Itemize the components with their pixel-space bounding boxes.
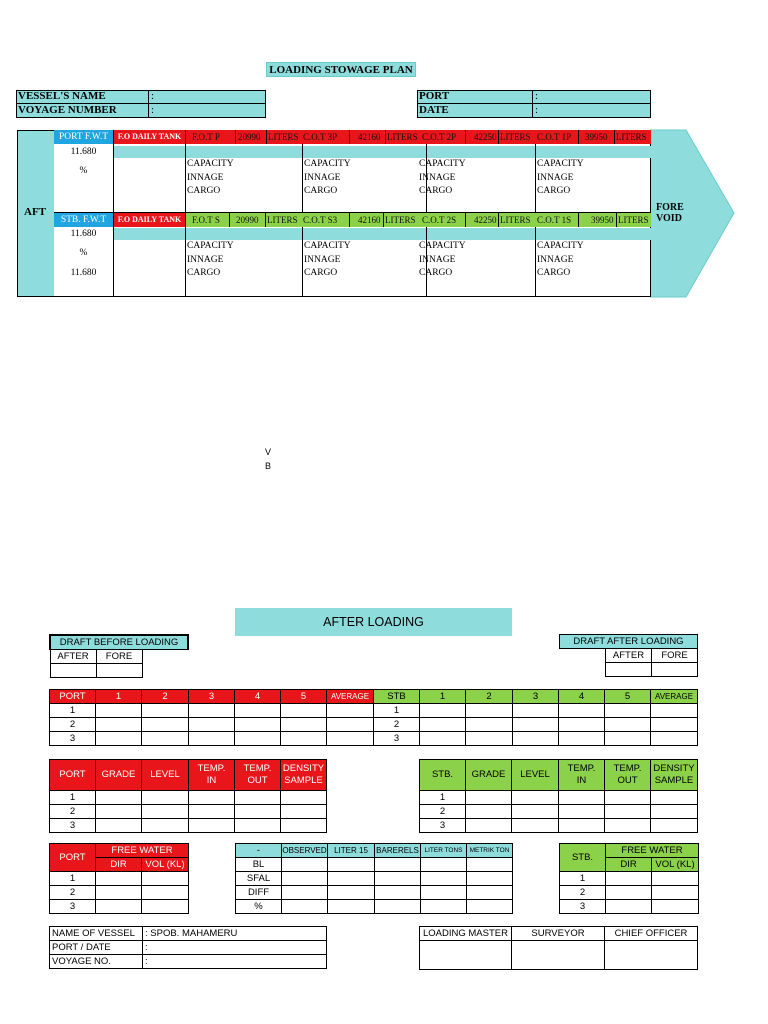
text-label: CARGO [419,186,453,196]
table-header-cell: VOYAGE NO. [50,955,143,969]
table-cell[interactable] [559,791,605,805]
table-header-cell: PORT [50,690,96,704]
port-tanks-header [186,130,651,144]
text-label: CAPACITY [304,241,351,251]
text-label: CAPACITY [187,159,234,169]
text-label: INNAGE [187,172,224,183]
table-header-cell: 1 [420,791,466,805]
text-label: LITERS [500,132,531,142]
table-cell[interactable] [235,805,281,819]
level-readings-table [49,689,698,746]
table-header-cell: TEMP. IN [559,760,605,791]
date-label: DATE [419,104,449,116]
table-cell[interactable] [512,805,559,819]
table-cell[interactable] [142,900,189,914]
table-cell[interactable] [281,819,327,833]
table-cell[interactable] [467,872,513,886]
table-header-cell: 1 [50,872,96,886]
table-cell[interactable] [466,718,513,732]
loading-master-label: LOADING MASTER [420,927,512,941]
table-header-cell: 1 [560,872,606,886]
stb-fo-daily-tank: F.O DAILY TANK [114,213,185,227]
table-cell[interactable] [328,858,375,872]
table-cell[interactable] [560,663,606,677]
table-cell[interactable] [142,805,189,819]
table-header-cell: PORT [50,844,96,872]
table-cell[interactable] [513,718,559,732]
text-label: C.O.T 1P [537,132,572,142]
text-label: C.O.T 3P [303,132,338,142]
table-header-cell: 4 [235,690,281,704]
table-header-cell: TEMP. IN [189,760,235,791]
port-fwt-percent: % [79,166,88,176]
table-cell[interactable] [466,704,513,718]
table-header-cell: 5 [605,690,651,704]
table-header-cell: DIR [96,858,142,872]
port-tank-labels-2 [304,158,351,199]
port-fo-daily-tank: F.O DAILY TANK [114,130,185,144]
table-header-cell: 2 [50,718,96,732]
text-label: LITERS [267,215,298,225]
table-cell[interactable] [512,941,605,970]
text-label: F.O.T S [192,215,220,225]
table-cell[interactable] [142,664,188,678]
table-cell[interactable] [605,819,651,833]
table-cell[interactable] [375,886,421,900]
text-label: INNAGE [537,172,574,183]
table-header-cell: VOL (KL) [142,858,189,872]
table-header-cell: - [236,844,282,858]
table-cell[interactable] [513,704,559,718]
aft-label: AFT [24,206,46,218]
text-label: CAPACITY [187,241,234,251]
stb-fwt-value-bottom: 11.680 [70,268,97,278]
text-label: CARGO [304,268,338,278]
table-cell[interactable] [96,732,142,746]
table-cell[interactable] [50,664,96,678]
stb-tank-labels-3 [419,240,466,281]
table-header-cell: 3 [50,819,96,833]
page-title: LOADING STOWAGE PLAN [266,62,416,77]
table-cell[interactable] [651,791,698,805]
table-cell[interactable] [96,819,142,833]
text-label: 39950 [578,213,614,227]
table-cell[interactable] [375,872,421,886]
table-cell[interactable] [651,704,698,718]
table-header-cell: 3 [420,819,466,833]
table-header-cell: FREE WATER [606,844,699,858]
table-cell[interactable] [142,791,189,805]
table-header-cell: AFTER [50,650,96,664]
port-tank-labels-1 [187,158,234,199]
vessel-name-label: VESSEL'S NAME [18,90,106,102]
table-cell[interactable] [375,858,421,872]
table-header-cell: FREE WATER [96,844,189,858]
table-cell[interactable] [189,718,235,732]
text-label: CAPACITY [419,159,466,169]
text-label: CARGO [304,186,338,196]
stb-free-water-table [559,843,699,914]
table-cell[interactable] [513,732,559,746]
port-fwt-value: 11.680 [70,147,97,157]
text-label: 42250 [465,130,497,144]
table-cell[interactable] [328,900,375,914]
text-label: LITERS [618,215,649,225]
table-cell[interactable] [235,732,281,746]
table-cell[interactable] [512,819,559,833]
text-label: CAPACITY [419,241,466,251]
table-cell[interactable] [421,858,467,872]
text-label: C.O.T 1S [537,215,572,225]
table-cell[interactable] [96,664,142,678]
table-header-cell: 3 [50,732,96,746]
table-header-cell: 1 [96,690,142,704]
table-header-cell: DENSITY SAMPLE [651,760,698,791]
table-header-cell: PORT / DATE [50,941,143,955]
table-cell[interactable] [281,791,327,805]
text-label: 20990 [229,213,259,227]
text-label: INNAGE [419,254,456,265]
table-header-cell: 3 [50,900,96,914]
table-cell[interactable] [467,858,513,872]
table-header-cell: DIR [606,858,652,872]
table-cell[interactable] [96,900,142,914]
cargo-summary-table [235,843,513,914]
table-header-cell: STB [374,690,420,704]
table-cell[interactable] [235,791,281,805]
port-colon: : [535,90,539,102]
text-label: LITERS [387,132,418,142]
port-grade-table [49,759,327,833]
table-cell[interactable] [327,732,374,746]
after-loading-title: AFTER LOADING [235,608,512,636]
table-cell[interactable] [652,900,699,914]
stb-tank-labels-2 [304,240,351,281]
text-label: CARGO [537,186,571,196]
text-label: C.O.T 2S [422,215,457,225]
text-label: CARGO [419,268,453,278]
table-cell[interactable] [142,704,189,718]
table-header-cell: STB. [560,844,606,872]
table-header-cell: OBSERVED [282,844,328,858]
table-header-cell: 4 [559,690,605,704]
text-label: C.O.T S3 [303,215,338,225]
table-cell[interactable] [605,732,651,746]
table-cell[interactable] [189,805,235,819]
text-label: CARGO [187,186,221,196]
table-cell[interactable] [652,886,699,900]
table-cell[interactable] [466,791,512,805]
table-cell[interactable] [327,704,374,718]
table-cell[interactable] [420,941,512,970]
stb-fwt-percent: % [79,248,88,258]
table-cell[interactable] [466,819,512,833]
table-cell[interactable] [606,663,652,677]
text-label: INNAGE [304,254,341,265]
table-cell[interactable] [605,704,651,718]
table-header-cell: 1 [50,704,96,718]
table-header-cell: 1 [374,704,420,718]
table-cell[interactable] [606,872,652,886]
port-free-water-table [49,843,189,914]
table-cell[interactable] [327,718,374,732]
vessel-info-table [49,926,327,969]
table-cell[interactable] [652,663,698,677]
stb-tank-labels-1 [187,240,234,281]
table-cell[interactable] [559,805,605,819]
text-label: CAPACITY [304,159,351,169]
table-header-cell: BARERELS [375,844,421,858]
text-label: 39950 [578,130,608,144]
table-header-cell: 3 [374,732,420,746]
table-cell[interactable] [559,732,605,746]
table-cell[interactable] [142,872,189,886]
table-header-cell: VOL (KL) [652,858,699,872]
table-cell[interactable] [235,718,281,732]
text-label: LITERS [616,132,647,142]
table-header-cell: 3 [189,690,235,704]
text-label: 42160 [349,213,381,227]
table-cell[interactable] [559,819,605,833]
table-cell[interactable] [605,791,651,805]
table-cell[interactable] [142,732,189,746]
table-cell[interactable] [420,704,466,718]
text-label: INNAGE [419,172,456,183]
text-label: INNAGE [537,254,574,265]
chief-officer-label: CHIEF OFFICER [605,927,698,941]
table-cell[interactable] [605,718,651,732]
table-cell[interactable] [421,886,467,900]
table-cell[interactable] [96,886,142,900]
table-cell[interactable] [605,941,698,970]
table-header-cell: : [143,955,327,969]
table-cell[interactable] [375,900,421,914]
vessel-name-colon: : [151,90,155,102]
table-cell[interactable] [605,805,651,819]
port-tank-labels-3 [419,158,466,199]
table-header-cell: DENSITY SAMPLE [281,760,327,791]
table-header-cell: AVERAGE [327,690,374,704]
table-cell[interactable] [96,704,142,718]
text-label: CARGO [537,268,571,278]
table-cell[interactable] [466,805,512,819]
table-cell[interactable] [420,732,466,746]
table-header-cell: TEMP. OUT [605,760,651,791]
stray-letter-b: B [265,461,272,471]
port-tank-labels-4 [537,158,584,199]
table-cell[interactable] [282,900,328,914]
table-header-cell: BL [236,858,282,872]
table-cell[interactable] [282,872,328,886]
table-cell[interactable] [281,805,327,819]
table-header-cell: LITER TONS [421,844,467,858]
table-header-cell: 2 [560,886,606,900]
table-cell[interactable] [512,791,559,805]
table-cell[interactable] [420,718,466,732]
table-cell[interactable] [421,900,467,914]
table-cell[interactable] [142,886,189,900]
port-fwt-header: PORT F.W.T [54,130,113,144]
text-label: 42250 [465,213,497,227]
table-cell[interactable] [467,886,513,900]
table-cell[interactable] [281,732,327,746]
text-label: C.O.T 2P [422,132,457,142]
table-header-cell: NAME OF VESSEL [50,927,143,941]
table-header-cell: 5 [281,690,327,704]
text-label: LITERS [385,215,416,225]
table-header-cell: AFTER [606,649,652,663]
draft-after-header: DRAFT AFTER LOADING [560,635,698,649]
stb-grade-table [419,759,698,833]
table-cell[interactable] [560,649,606,663]
table-cell[interactable] [559,718,605,732]
table-header-cell: 2 [142,690,189,704]
text-label: LITERS [268,132,299,142]
table-header-cell: 3 [560,900,606,914]
table-header-cell: 1 [50,791,96,805]
table-header-cell: 1 [420,690,466,704]
fore-void-label [656,202,684,224]
table-cell[interactable] [142,650,188,664]
table-cell[interactable] [96,791,142,805]
table-header-cell: : SPOB. MAHAMERU [143,927,327,941]
table-cell[interactable] [142,718,189,732]
text-label: CARGO [187,268,221,278]
table-cell[interactable] [606,886,652,900]
draft-before-header: DRAFT BEFORE LOADING [50,635,188,650]
table-cell[interactable] [652,872,699,886]
table-cell[interactable] [96,805,142,819]
table-header-cell: 2 [374,718,420,732]
table-cell[interactable] [651,732,698,746]
table-cell[interactable] [189,732,235,746]
table-cell[interactable] [328,872,375,886]
text-label: INNAGE [304,172,341,183]
text-label: 42160 [349,130,381,144]
table-cell[interactable] [328,886,375,900]
stb-tanks-header [186,213,651,227]
date-colon: : [535,104,539,116]
table-header-cell: LEVEL [512,760,559,791]
draft-after-table [559,634,698,677]
stb-tank-labels-4 [537,240,584,281]
port-label: PORT [419,90,450,102]
table-header-cell: TEMP. OUT [235,760,281,791]
stb-fwt-header: STB. F.W.T [54,213,113,227]
table-header-cell: GRADE [466,760,512,791]
stray-letter-v: V [265,447,272,457]
table-header-cell: STB. [420,760,466,791]
signature-table [419,926,698,970]
table-header-cell: FORE [652,649,698,663]
table-cell[interactable] [651,718,698,732]
table-header-cell: 2 [466,690,513,704]
table-header-cell: SFAL [236,872,282,886]
text-label: CAPACITY [537,241,584,251]
table-cell[interactable] [281,718,327,732]
text-label: F.O.T P [192,132,220,142]
table-header-cell: DIFF [236,886,282,900]
table-header-cell: : [143,941,327,955]
table-header-cell: PORT [50,760,96,791]
table-cell[interactable] [467,900,513,914]
table-header-cell: 3 [513,690,559,704]
voyage-number-label: VOYAGE NUMBER [18,104,117,116]
stb-fwt-value-top: 11.680 [70,229,97,239]
text-label: 20990 [235,130,261,144]
table-cell[interactable] [189,704,235,718]
table-cell[interactable] [559,704,605,718]
table-cell[interactable] [235,819,281,833]
table-cell[interactable] [282,858,328,872]
table-cell[interactable] [606,900,652,914]
table-header-cell: GRADE [96,760,142,791]
table-cell[interactable] [96,718,142,732]
table-header-cell: LEVEL [142,760,189,791]
table-header-cell: AVERAGE [651,690,698,704]
table-header-cell: 2 [420,805,466,819]
table-cell[interactable] [235,704,281,718]
voyage-number-colon: : [151,104,155,116]
table-cell[interactable] [651,805,698,819]
table-header-cell: 2 [50,805,96,819]
draft-before-table [49,634,189,678]
table-cell[interactable] [189,791,235,805]
port-header-box [417,90,651,118]
table-cell[interactable] [281,704,327,718]
table-cell[interactable] [142,819,189,833]
table-header-cell: FORE [96,650,142,664]
table-header-cell: LITER 15 [328,844,375,858]
surveyor-label: SURVEYOR [512,927,605,941]
table-header-cell: 2 [50,886,96,900]
text-label: LITERS [500,215,531,225]
table-cell[interactable] [96,872,142,886]
text-label: CAPACITY [537,159,584,169]
table-cell[interactable] [651,819,698,833]
table-cell[interactable] [189,819,235,833]
table-header-cell: METRIK TON [467,844,513,858]
table-header-cell: % [236,900,282,914]
text-label: VOID [656,213,682,224]
text-label: FORE [656,202,684,213]
table-cell[interactable] [466,732,513,746]
table-cell[interactable] [421,872,467,886]
table-cell[interactable] [282,886,328,900]
text-label: INNAGE [187,254,224,265]
